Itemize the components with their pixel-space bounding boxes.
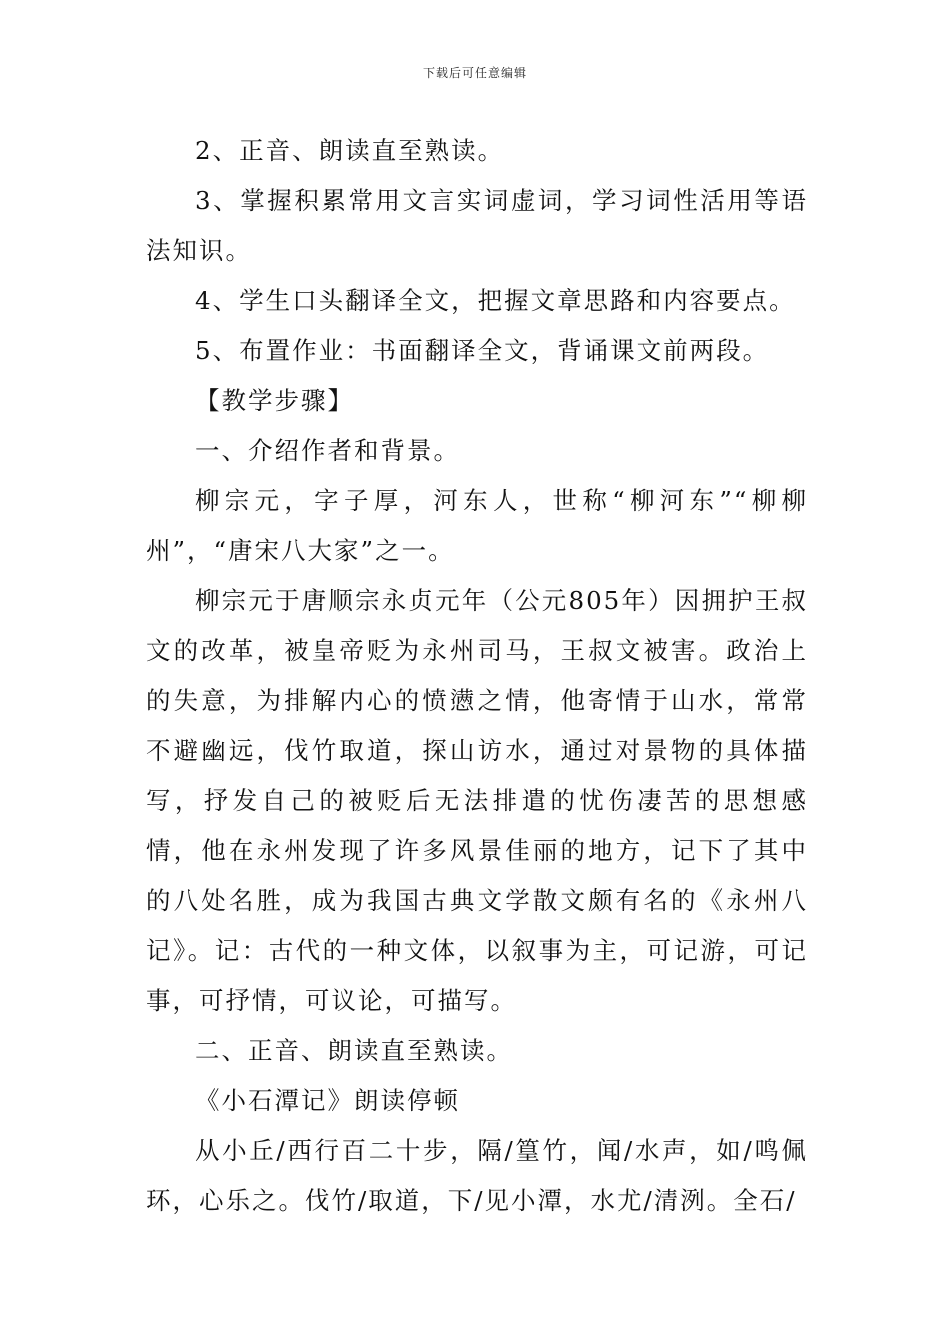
paragraph-objective-3: 3、掌握积累常用文言实词虚词，学习词性活用等语法知识。	[146, 186, 808, 265]
step-heading-author-background: 一、介绍作者和背景。	[195, 436, 460, 465]
step-heading-reading: 二、正音、朗读直至熟读。	[195, 1036, 513, 1065]
paragraph-background: 柳宗元于唐顺宗永贞元年（公元805年）因拥护王叔文的改革，被皇帝贬为永州司马，王叔文被害。政治上的失意，为排解内心的愤懑之情，他寄情于山水，常常不避幽远，伐竹取道，探山访水，通过对景物的具体描写，抒发自己的被贬后无法排遣的忧伤凄苦的思想感情，他在永州发现了许多风景佳丽的地方，记下了其中的八处名胜，成为我国古典文学散文颇有名的《永州八记》。记：古代的一种文体，以叙事为主，可记游，可记事，可抒情，可议论，可描写。	[146, 586, 808, 1015]
document-body	[146, 126, 808, 1226]
paragraph-reading-pauses-title: 《小石潭记》朗读停顿	[195, 1086, 460, 1115]
section-heading-teaching-steps: 【教学步骤】	[195, 386, 354, 415]
paragraph-objective-2: 2、正音、朗读直至熟读。	[195, 136, 505, 165]
paragraph-author-intro: 柳宗元，字子厚，河东人，世称“柳河东”“柳柳州”，“唐宋八大家”之一。	[146, 486, 808, 565]
paragraph-text-excerpt: 从小丘/西行百二十步，隔/篁竹，闻/水声，如/鸣佩环，心乐之。伐竹/取道，下/见小潭，水尤/清洌。全石/	[146, 1136, 808, 1215]
paragraph-objective-4: 4、学生口头翻译全文，把握文章思路和内容要点。	[195, 286, 796, 315]
paragraph-objective-5: 5、布置作业：书面翻译全文，背诵课文前两段。	[195, 336, 770, 365]
page-header: 下载后可任意编辑	[422, 66, 527, 80]
